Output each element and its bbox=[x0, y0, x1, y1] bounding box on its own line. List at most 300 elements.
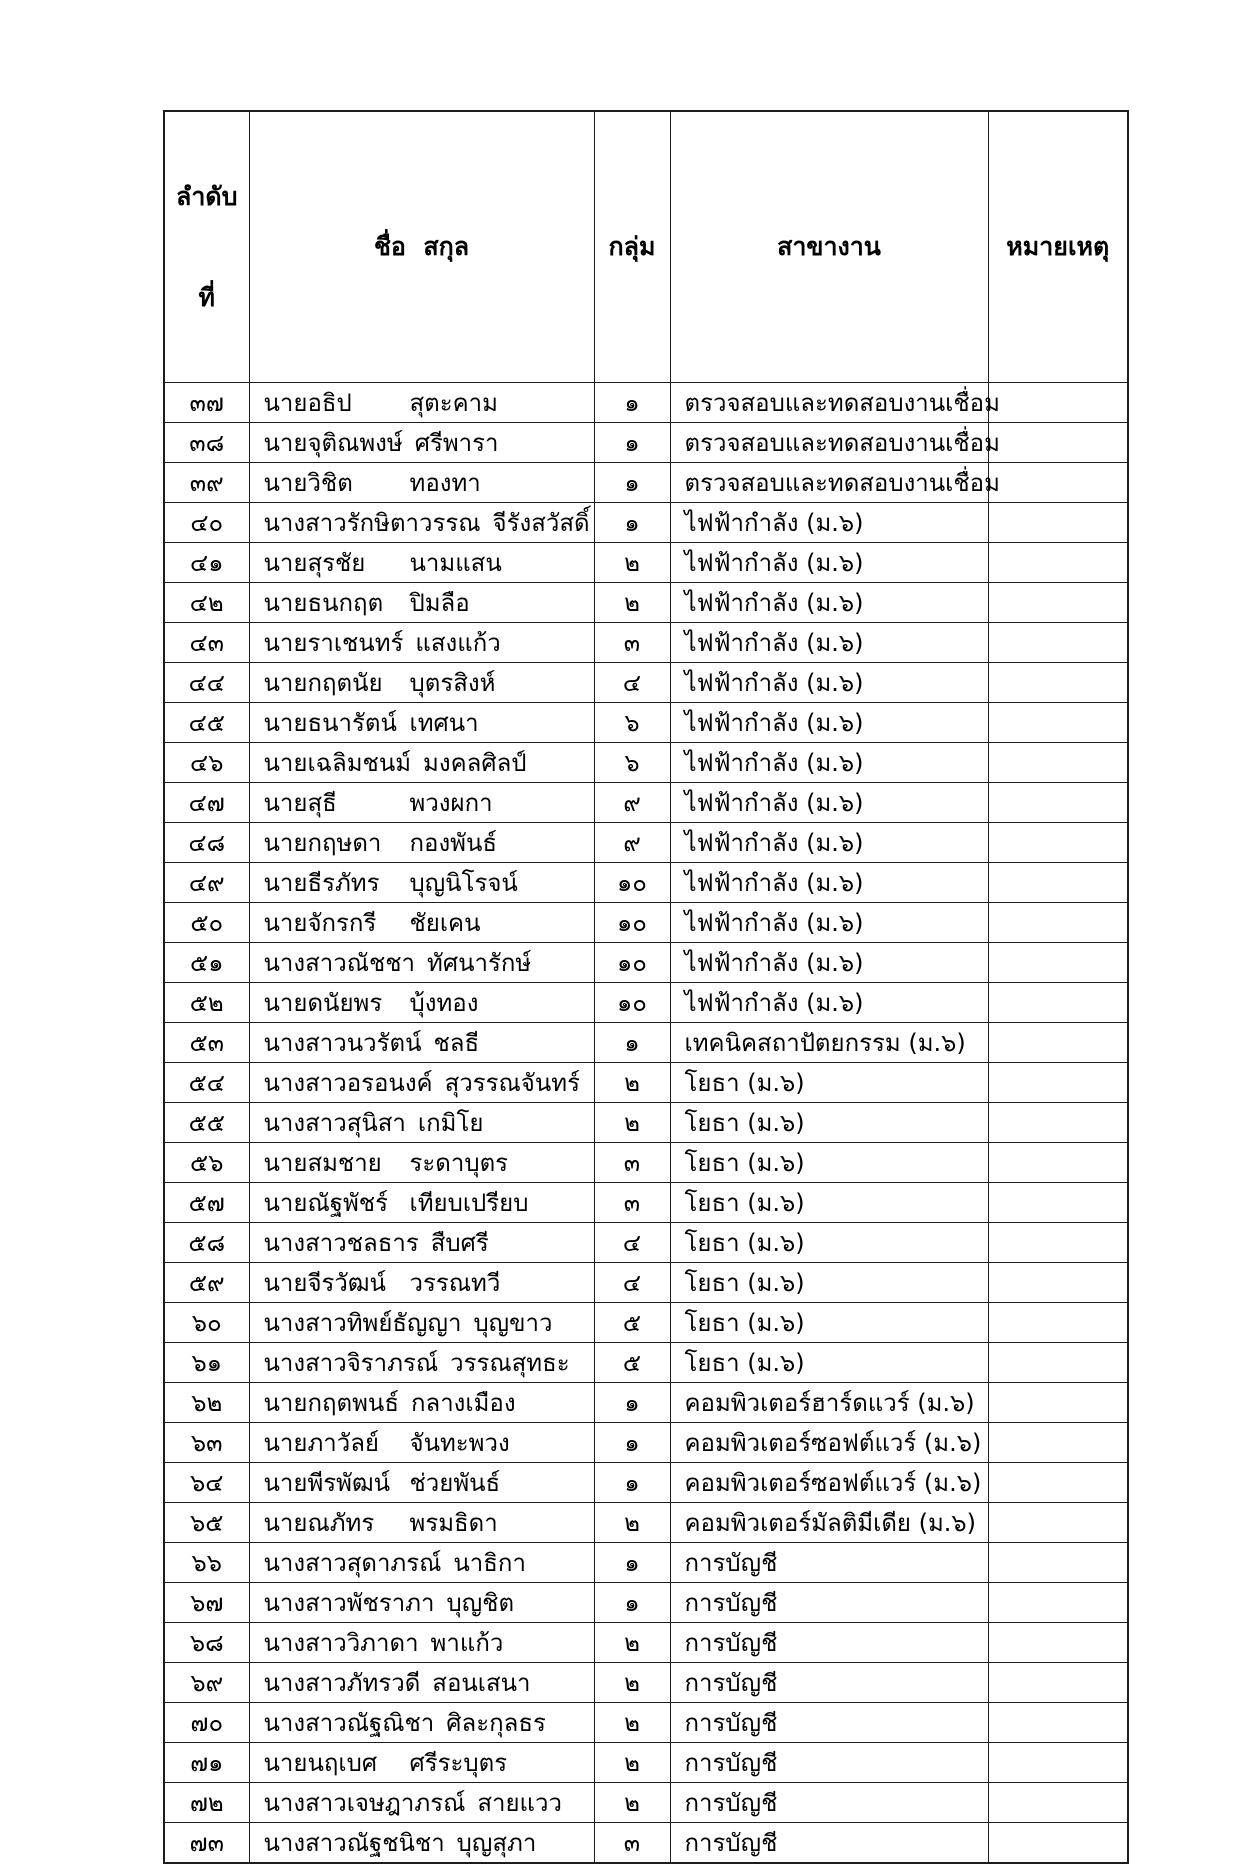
first-name: นายราเชนทร์ bbox=[263, 628, 404, 657]
last-name: แสงแก้ว bbox=[415, 628, 501, 657]
name-wrap bbox=[264, 828, 594, 858]
first-name: นายณัฐพัชร์ bbox=[263, 1188, 388, 1217]
group-cell: ๑ bbox=[594, 1423, 670, 1463]
field-cell: โยธา (ม.๖) bbox=[670, 1343, 988, 1383]
last-name: ทองทา bbox=[409, 468, 481, 497]
field-cell: ไฟฟ้ากำลัง (ม.๖) bbox=[670, 983, 988, 1023]
first-name: นายจีรวัฒน์ bbox=[263, 1268, 386, 1297]
name-wrap bbox=[264, 1028, 594, 1058]
note-cell bbox=[988, 463, 1128, 503]
group-cell: ๖ bbox=[594, 703, 670, 743]
row-number-cell: ๖๒ bbox=[164, 1383, 249, 1423]
row-number-cell: ๔๒ bbox=[164, 583, 249, 623]
name-wrap bbox=[264, 548, 594, 578]
name-wrap bbox=[264, 1068, 594, 1098]
note-cell bbox=[988, 1103, 1128, 1143]
header-cell-number bbox=[164, 111, 249, 383]
last-name: ศรีพารา bbox=[414, 428, 499, 457]
row-number-cell: ๕๒ bbox=[164, 983, 249, 1023]
table-row bbox=[164, 503, 1128, 543]
table-row bbox=[164, 1063, 1128, 1103]
last-name: บุ้งทอง bbox=[409, 988, 479, 1017]
note-cell bbox=[988, 1383, 1128, 1423]
group-cell: ๕ bbox=[594, 1343, 670, 1383]
note-cell bbox=[988, 1703, 1128, 1743]
field-cell: ตรวจสอบและทดสอบงานเชื่อม bbox=[670, 383, 988, 423]
row-number-cell: ๖๓ bbox=[164, 1423, 249, 1463]
table-row bbox=[164, 1343, 1128, 1383]
first-name: นายสุรชัย bbox=[263, 548, 366, 577]
name-cell bbox=[249, 543, 594, 583]
note-cell bbox=[988, 1263, 1128, 1303]
table-row bbox=[164, 1463, 1128, 1503]
note-cell bbox=[988, 1463, 1128, 1503]
table-row bbox=[164, 663, 1128, 703]
header-cell-group: กลุ่ม bbox=[594, 111, 670, 383]
note-cell bbox=[988, 1023, 1128, 1063]
field-cell: การบัญชี bbox=[670, 1543, 988, 1583]
first-name: นายสมชาย bbox=[263, 1148, 382, 1177]
table-row bbox=[164, 1543, 1128, 1583]
row-number-cell: ๗๒ bbox=[164, 1783, 249, 1823]
note-cell bbox=[988, 1063, 1128, 1103]
name-cell bbox=[249, 383, 594, 423]
first-name: นายพีรพัฒน์ bbox=[263, 1468, 391, 1497]
row-number-cell: ๖๕ bbox=[164, 1503, 249, 1543]
name-wrap bbox=[264, 628, 594, 658]
last-name: นาธิกา bbox=[453, 1548, 526, 1577]
field-cell: คอมพิวเตอร์ซอฟต์แวร์ (ม.๖) bbox=[670, 1463, 988, 1503]
group-cell: ๒ bbox=[594, 1063, 670, 1103]
first-name: นายธนกฤต bbox=[263, 588, 384, 617]
row-number-cell: ๗๓ bbox=[164, 1823, 249, 1864]
note-cell bbox=[988, 1543, 1128, 1583]
last-name: บุตรสิงห์ bbox=[409, 668, 496, 697]
group-cell: ๓ bbox=[594, 1143, 670, 1183]
header-number-line1: ลำดับ bbox=[176, 181, 238, 211]
row-number-cell: ๕๕ bbox=[164, 1103, 249, 1143]
row-number-cell: ๓๙ bbox=[164, 463, 249, 503]
last-name: ปิมลือ bbox=[409, 588, 470, 617]
group-cell: ๔ bbox=[594, 1263, 670, 1303]
last-name: เทศนา bbox=[409, 708, 479, 737]
last-name: พวงผกา bbox=[409, 788, 493, 817]
note-cell bbox=[988, 1143, 1128, 1183]
last-name: จีรังสวัสดิ์ bbox=[492, 508, 590, 537]
field-cell: ไฟฟ้ากำลัง (ม.๖) bbox=[670, 743, 988, 783]
group-cell: ๒ bbox=[594, 1703, 670, 1743]
last-name: สืบศรี bbox=[430, 1228, 489, 1257]
last-name: บุญขาว bbox=[473, 1308, 553, 1337]
name-cell bbox=[249, 1743, 594, 1783]
field-cell: การบัญชี bbox=[670, 1743, 988, 1783]
name-cell bbox=[249, 583, 594, 623]
table-row bbox=[164, 543, 1128, 583]
note-cell bbox=[988, 583, 1128, 623]
group-cell: ๒ bbox=[594, 543, 670, 583]
field-cell: คอมพิวเตอร์มัลติมีเดีย (ม.๖) bbox=[670, 1503, 988, 1543]
last-name: วรรณทวี bbox=[409, 1268, 501, 1297]
first-name: นายภาวัลย์ bbox=[263, 1428, 379, 1457]
last-name: ศรีระบุตร bbox=[409, 1748, 508, 1777]
name-wrap bbox=[264, 1788, 594, 1818]
last-name: กองพันธ์ bbox=[409, 828, 498, 857]
name-cell bbox=[249, 1463, 594, 1503]
field-cell: ไฟฟ้ากำลัง (ม.๖) bbox=[670, 503, 988, 543]
name-wrap bbox=[264, 1468, 594, 1498]
row-number-cell: ๔๔ bbox=[164, 663, 249, 703]
name-cell bbox=[249, 1143, 594, 1183]
table-row bbox=[164, 1183, 1128, 1223]
name-cell bbox=[249, 823, 594, 863]
table-row bbox=[164, 623, 1128, 663]
table-row bbox=[164, 1583, 1128, 1623]
name-wrap bbox=[264, 988, 594, 1018]
last-name: พาแก้ว bbox=[430, 1628, 504, 1657]
last-name: กลางเมือง bbox=[410, 1388, 516, 1417]
field-cell: คอมพิวเตอร์ซอฟต์แวร์ (ม.๖) bbox=[670, 1423, 988, 1463]
field-cell: การบัญชี bbox=[670, 1783, 988, 1823]
first-name: นายอธิป bbox=[263, 388, 352, 417]
first-name: นางสาวพัชราภา bbox=[263, 1588, 435, 1617]
note-cell bbox=[988, 1423, 1128, 1463]
table-row bbox=[164, 1223, 1128, 1263]
student-roster-table bbox=[163, 110, 1129, 1864]
last-name: นามแสน bbox=[409, 548, 502, 577]
row-number-cell: ๔๖ bbox=[164, 743, 249, 783]
group-cell: ๑๐ bbox=[594, 983, 670, 1023]
header-number-line2: ที่ bbox=[198, 282, 215, 312]
name-cell bbox=[249, 463, 594, 503]
note-cell bbox=[988, 863, 1128, 903]
field-cell: ไฟฟ้ากำลัง (ม.๖) bbox=[670, 903, 988, 943]
name-wrap bbox=[264, 1828, 594, 1858]
field-cell: ไฟฟ้ากำลัง (ม.๖) bbox=[670, 943, 988, 983]
table-row bbox=[164, 1623, 1128, 1663]
table-row bbox=[164, 1823, 1128, 1864]
name-wrap bbox=[264, 468, 594, 498]
name-cell bbox=[249, 1383, 594, 1423]
name-cell bbox=[249, 783, 594, 823]
group-cell: ๔ bbox=[594, 663, 670, 703]
row-number-cell: ๖๐ bbox=[164, 1303, 249, 1343]
table-row bbox=[164, 743, 1128, 783]
note-cell bbox=[988, 1183, 1128, 1223]
field-cell: โยธา (ม.๖) bbox=[670, 1263, 988, 1303]
name-wrap bbox=[264, 1628, 594, 1658]
first-name: นางสาวชลธาร bbox=[263, 1228, 419, 1257]
header-row bbox=[164, 111, 1128, 383]
table-row bbox=[164, 463, 1128, 503]
note-cell bbox=[988, 423, 1128, 463]
group-cell: ๓ bbox=[594, 1183, 670, 1223]
first-name: นางสาวเจษฎาภรณ์ bbox=[263, 1788, 466, 1817]
note-cell bbox=[988, 1223, 1128, 1263]
field-cell: การบัญชี bbox=[670, 1663, 988, 1703]
last-name: มงคลศิลป์ bbox=[423, 748, 527, 777]
row-number-cell: ๕๗ bbox=[164, 1183, 249, 1223]
name-cell bbox=[249, 1183, 594, 1223]
field-cell: คอมพิวเตอร์ฮาร์ดแวร์ (ม.๖) bbox=[670, 1383, 988, 1423]
name-wrap bbox=[264, 1108, 594, 1138]
first-name: นางสาวจิราภรณ์ bbox=[263, 1348, 439, 1377]
field-cell: ไฟฟ้ากำลัง (ม.๖) bbox=[670, 783, 988, 823]
row-number-cell: ๗๐ bbox=[164, 1703, 249, 1743]
name-wrap bbox=[264, 948, 594, 978]
name-wrap bbox=[264, 1668, 594, 1698]
name-cell bbox=[249, 1343, 594, 1383]
row-number-cell: ๕๓ bbox=[164, 1023, 249, 1063]
field-cell: เทคนิคสถาปัตยกรรม (ม.๖) bbox=[670, 1023, 988, 1063]
last-name: ช่วยพันธ์ bbox=[409, 1468, 501, 1497]
field-cell: ไฟฟ้ากำลัง (ม.๖) bbox=[670, 663, 988, 703]
group-cell: ๑ bbox=[594, 1583, 670, 1623]
name-cell bbox=[249, 1263, 594, 1303]
first-name: นายนฤเบศ bbox=[263, 1748, 378, 1777]
group-cell: ๑ bbox=[594, 463, 670, 503]
field-cell: ตรวจสอบและทดสอบงานเชื่อม bbox=[670, 423, 988, 463]
name-wrap bbox=[264, 1588, 594, 1618]
field-cell: การบัญชี bbox=[670, 1583, 988, 1623]
first-name: นางสาวสุนิสา bbox=[263, 1108, 406, 1137]
last-name: สุวรรณจันทร์ bbox=[444, 1068, 580, 1097]
header-cell-field: สาขางาน bbox=[670, 111, 988, 383]
name-wrap bbox=[264, 508, 594, 538]
last-name: ทัศนารักษ์ bbox=[427, 948, 532, 977]
last-name: สายแวว bbox=[477, 1788, 562, 1817]
table-row bbox=[164, 863, 1128, 903]
note-cell bbox=[988, 743, 1128, 783]
field-cell: ไฟฟ้ากำลัง (ม.๖) bbox=[670, 623, 988, 663]
row-number-cell: ๔๘ bbox=[164, 823, 249, 863]
field-cell: ตรวจสอบและทดสอบงานเชื่อม bbox=[670, 463, 988, 503]
last-name: พรมธิดา bbox=[409, 1508, 498, 1537]
table-row bbox=[164, 783, 1128, 823]
last-name: ศิละกุลธร bbox=[446, 1708, 546, 1737]
first-name: นายกฤษดา bbox=[263, 828, 382, 857]
name-cell bbox=[249, 1103, 594, 1143]
field-cell: โยธา (ม.๖) bbox=[670, 1103, 988, 1143]
group-cell: ๖ bbox=[594, 743, 670, 783]
name-wrap bbox=[264, 868, 594, 898]
table-row bbox=[164, 943, 1128, 983]
name-cell bbox=[249, 903, 594, 943]
table-header bbox=[164, 111, 1128, 383]
name-wrap bbox=[264, 908, 594, 938]
first-name: นายเฉลิมชนม์ bbox=[263, 748, 412, 777]
row-number-cell: ๖๙ bbox=[164, 1663, 249, 1703]
field-cell: โยธา (ม.๖) bbox=[670, 1063, 988, 1103]
row-number-cell: ๖๘ bbox=[164, 1623, 249, 1663]
name-wrap bbox=[264, 668, 594, 698]
field-cell: ไฟฟ้ากำลัง (ม.๖) bbox=[670, 583, 988, 623]
table-row bbox=[164, 903, 1128, 943]
row-number-cell: ๔๓ bbox=[164, 623, 249, 663]
group-cell: ๓ bbox=[594, 1823, 670, 1864]
field-cell: ไฟฟ้ากำลัง (ม.๖) bbox=[670, 543, 988, 583]
last-name: บุญนิโรจน์ bbox=[409, 868, 518, 897]
name-cell bbox=[249, 703, 594, 743]
group-cell: ๒ bbox=[594, 1503, 670, 1543]
group-cell: ๑๐ bbox=[594, 863, 670, 903]
name-cell bbox=[249, 943, 594, 983]
table-row bbox=[164, 703, 1128, 743]
name-wrap bbox=[264, 1148, 594, 1178]
name-cell bbox=[249, 623, 594, 663]
group-cell: ๑ bbox=[594, 1463, 670, 1503]
first-name: นายจุติณพงษ์ bbox=[263, 428, 403, 457]
last-name: เทียบเปรียบ bbox=[409, 1188, 529, 1217]
row-number-cell: ๕๘ bbox=[164, 1223, 249, 1263]
table-row bbox=[164, 1783, 1128, 1823]
group-cell: ๕ bbox=[594, 1303, 670, 1343]
field-cell: โยธา (ม.๖) bbox=[670, 1183, 988, 1223]
header-cell-name: ชื่อ สกุล bbox=[249, 111, 594, 383]
note-cell bbox=[988, 503, 1128, 543]
row-number-cell: ๓๘ bbox=[164, 423, 249, 463]
name-wrap bbox=[264, 1348, 594, 1378]
note-cell bbox=[988, 983, 1128, 1023]
group-cell: ๑ bbox=[594, 503, 670, 543]
note-cell bbox=[988, 1503, 1128, 1543]
table-row bbox=[164, 1743, 1128, 1783]
field-cell: โยธา (ม.๖) bbox=[670, 1303, 988, 1343]
field-cell: โยธา (ม.๖) bbox=[670, 1223, 988, 1263]
name-wrap bbox=[264, 1548, 594, 1578]
name-cell bbox=[249, 1583, 594, 1623]
row-number-cell: ๔๗ bbox=[164, 783, 249, 823]
first-name: นายดนัยพร bbox=[263, 988, 383, 1017]
first-name: นายธนารัตน์ bbox=[263, 708, 397, 737]
row-number-cell: ๕๐ bbox=[164, 903, 249, 943]
name-wrap bbox=[264, 1748, 594, 1778]
note-cell bbox=[988, 943, 1128, 983]
note-cell bbox=[988, 1623, 1128, 1663]
name-cell bbox=[249, 1063, 594, 1103]
first-name: นางสาวสุดาภรณ์ bbox=[263, 1548, 442, 1577]
first-name: นางสาวภัทรวดี bbox=[263, 1668, 421, 1697]
name-wrap bbox=[264, 388, 594, 418]
field-cell: ไฟฟ้ากำลัง (ม.๖) bbox=[670, 863, 988, 903]
last-name: เกมิโย bbox=[417, 1108, 484, 1137]
last-name: บุญสุภา bbox=[456, 1828, 537, 1857]
last-name: ชัยเคน bbox=[409, 908, 481, 937]
row-number-cell: ๖๖ bbox=[164, 1543, 249, 1583]
first-name: นางสาวนวรัตน์ bbox=[263, 1028, 422, 1057]
first-name: นางสาวอรอนงค์ bbox=[263, 1068, 433, 1097]
name-wrap bbox=[264, 1228, 594, 1258]
group-cell: ๑๐ bbox=[594, 903, 670, 943]
note-cell bbox=[988, 703, 1128, 743]
first-name: นางสาวณัฐณิชา bbox=[263, 1708, 435, 1737]
first-name: นางสาวณัฐชนิชา bbox=[263, 1828, 445, 1857]
group-cell: ๒ bbox=[594, 1623, 670, 1663]
name-wrap bbox=[264, 1428, 594, 1458]
group-cell: ๙ bbox=[594, 823, 670, 863]
first-name: นายธีรภัทร bbox=[263, 868, 380, 897]
name-wrap bbox=[264, 1508, 594, 1538]
name-cell bbox=[249, 743, 594, 783]
first-name: นางสาวรักษิตาวรรณ bbox=[263, 508, 481, 537]
first-name: นายกฤตนัย bbox=[263, 668, 383, 697]
name-wrap bbox=[264, 1188, 594, 1218]
header-cell-note: หมายเหตุ bbox=[988, 111, 1128, 383]
row-number-cell: ๗๑ bbox=[164, 1743, 249, 1783]
note-cell bbox=[988, 1303, 1128, 1343]
name-cell bbox=[249, 1783, 594, 1823]
table-row bbox=[164, 1103, 1128, 1143]
last-name: ชลธี bbox=[433, 1028, 480, 1057]
note-cell bbox=[988, 1343, 1128, 1383]
note-cell bbox=[988, 383, 1128, 423]
row-number-cell: ๔๐ bbox=[164, 503, 249, 543]
name-cell bbox=[249, 663, 594, 703]
group-cell: ๔ bbox=[594, 1223, 670, 1263]
note-cell bbox=[988, 663, 1128, 703]
row-number-cell: ๕๔ bbox=[164, 1063, 249, 1103]
name-cell bbox=[249, 1303, 594, 1343]
first-name: นางสาววิภาดา bbox=[263, 1628, 419, 1657]
row-number-cell: ๕๑ bbox=[164, 943, 249, 983]
first-name: นายวิชิต bbox=[263, 468, 353, 497]
table-row bbox=[164, 583, 1128, 623]
name-cell bbox=[249, 1543, 594, 1583]
first-name: นายณภัทร bbox=[263, 1508, 375, 1537]
table-row bbox=[164, 1263, 1128, 1303]
group-cell: ๓ bbox=[594, 623, 670, 663]
note-cell bbox=[988, 623, 1128, 663]
name-cell bbox=[249, 1223, 594, 1263]
row-number-cell: ๔๙ bbox=[164, 863, 249, 903]
note-cell bbox=[988, 1783, 1128, 1823]
name-cell bbox=[249, 503, 594, 543]
row-number-cell: ๖๑ bbox=[164, 1343, 249, 1383]
first-name: นายจักรกรี bbox=[263, 908, 377, 937]
name-wrap bbox=[264, 748, 594, 778]
name-cell bbox=[249, 1663, 594, 1703]
note-cell bbox=[988, 783, 1128, 823]
name-cell bbox=[249, 983, 594, 1023]
name-wrap bbox=[264, 1388, 594, 1418]
last-name: ระดาบุตร bbox=[409, 1148, 509, 1177]
table-row bbox=[164, 1383, 1128, 1423]
name-wrap bbox=[264, 1268, 594, 1298]
group-cell: ๒ bbox=[594, 1743, 670, 1783]
row-number-cell: ๕๖ bbox=[164, 1143, 249, 1183]
table-row bbox=[164, 1703, 1128, 1743]
name-wrap bbox=[264, 588, 594, 618]
name-cell bbox=[249, 863, 594, 903]
table-row bbox=[164, 383, 1128, 423]
last-name: จันทะพวง bbox=[409, 1428, 510, 1457]
name-cell bbox=[249, 1823, 594, 1864]
last-name: บุญชิต bbox=[446, 1588, 515, 1617]
note-cell bbox=[988, 1663, 1128, 1703]
table-row bbox=[164, 1663, 1128, 1703]
first-name: นายสุธี bbox=[263, 788, 337, 817]
group-cell: ๙ bbox=[594, 783, 670, 823]
first-name: นายกฤตพนธ์ bbox=[263, 1388, 399, 1417]
field-cell: การบัญชี bbox=[670, 1823, 988, 1864]
note-cell bbox=[988, 1823, 1128, 1864]
group-cell: ๒ bbox=[594, 1663, 670, 1703]
name-cell bbox=[249, 1503, 594, 1543]
row-number-cell: ๔๕ bbox=[164, 703, 249, 743]
field-cell: การบัญชี bbox=[670, 1703, 988, 1743]
row-number-cell: ๖๗ bbox=[164, 1583, 249, 1623]
group-cell: ๑ bbox=[594, 1543, 670, 1583]
table-row bbox=[164, 423, 1128, 463]
